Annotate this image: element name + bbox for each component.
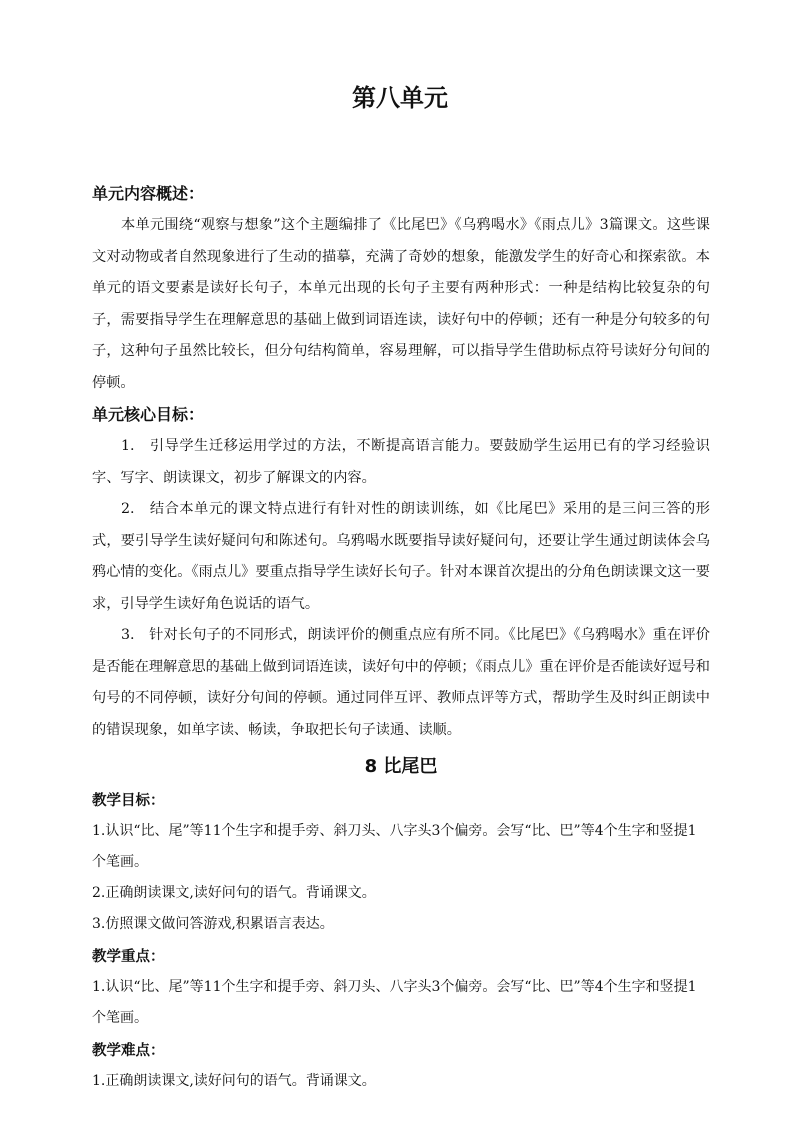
- objective-item-1: 1.认识“比、尾”等11个生字和提手旁、斜刀头、八字头3个偏旁。会写“比、巴”等4个生字和竖提1个笔画。: [92, 823, 697, 870]
- overview-paragraph: 本单元围绕“观察与想象”这个主题编排了《比尾巴》《乌鸦喝水》《雨点儿》3篇课文。这些课文对动物或者自然现象进行了生动的描摹，充满了奇妙的想象，能激发学生的好奇心和探索欲。本单元的语文要素是读好长句子，本单元出现的长句子主要有两种形式：一种是结构比较复杂的句子，需要指导学生在理解意思的基础上做到词语连读，读好句中的停顿；还有一种是分句较多的句子，这种句子虽然比较长，但分句结构简单，容易理解，可以指导学生借助标点符号读好分句间的停顿。: [92, 217, 710, 391]
- key-points-heading: 教学重点：: [92, 949, 165, 965]
- objective-item-2: 2.正确朗读课文,读好问句的语气。背诵课文。: [92, 885, 376, 901]
- unit-title: 第八单元: [352, 84, 448, 112]
- goals-heading: 单元核心目标：: [92, 405, 205, 424]
- objectives-heading: 教学目标：: [92, 793, 165, 809]
- difficulty-item-1: 1.正确朗读课文,读好问句的语气。背诵课文。: [92, 1073, 376, 1089]
- objective-item-3: 3.仿照课文做问答游戏,积累语言表达。: [92, 916, 334, 932]
- key-point-item-1: 1.认识“比、尾”等11个生字和提手旁、斜刀头、八字头3个偏旁。会写“比、巴”等4个生字和竖提1个笔画。: [92, 979, 697, 1026]
- goal-item-3: 3. 针对长句子的不同形式，朗读评价的侧重点应有所不同。《比尾巴》《乌鸦喝水》重在评价是否能在理解意思的基础上做到词语连读，读好句中的停顿；《雨点儿》重在评价是否能读好逗号和句号的不同停顿，读好分句间的停顿。通过同伴互评、教师点评等方式，帮助学生及时纠正朗读中的错误现象，如单字读、畅读，争取把长句子读通、读顺。: [92, 627, 710, 738]
- lesson-title: 8 比尾巴: [364, 756, 438, 777]
- goal-item-1: 1. 引导学生迁移运用学过的方法，不断提高语言能力。要鼓励学生运用已有的学习经验识字、写字、朗读课文，初步了解课文的内容。: [92, 438, 710, 486]
- goal-item-2: 2. 结合本单元的课文特点进行有针对性的朗读训练，如《比尾巴》采用的是三问三答的形式，要引导学生读好疑问句和陈述句。乌鸦喝水既要指导读好疑问句，还要让学生通过朗读体会乌鸦心情的变化。《雨点儿》要重点指导学生读好长句子。针对本课首次提出的分角色朗读课文这一要求，引导学生读好角色说话的语气。: [92, 501, 710, 612]
- page-content: [92, 178, 710, 1097]
- difficulties-heading: 教学难点：: [92, 1043, 165, 1059]
- overview-heading: 单元内容概述：: [92, 184, 205, 203]
